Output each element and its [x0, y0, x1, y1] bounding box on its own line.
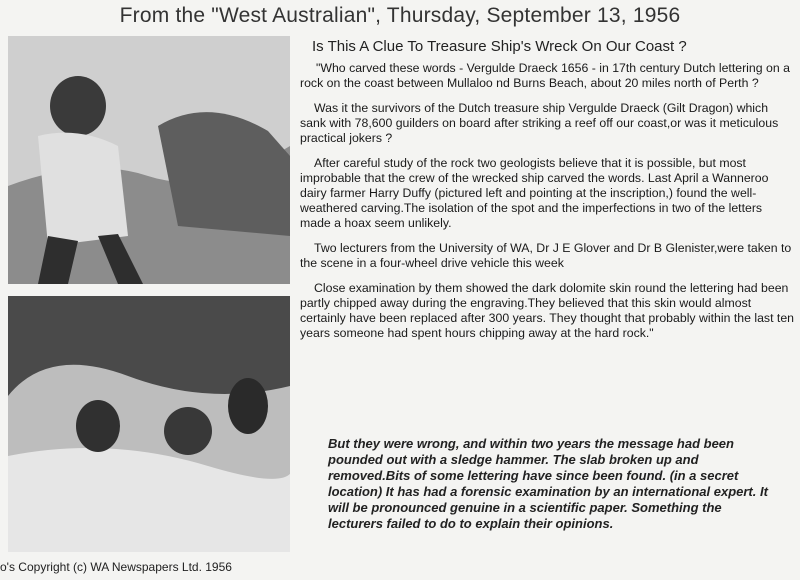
article-paragraph: After careful study of the rock two geologists believe that it is possible, but most improbable that the crew of the wrecked ship carved the words. Last April a Wanneroo dairy farmer Harry Duffy (pictured left and pointing at the inscription,) found the well-weathered carving.The isolation of the spot and the imperfections in two of the letters made a hoax seem unlikely. [300, 156, 769, 230]
article-paragraph: Close examination by them showed the dark dolomite skin round the lettering had been partly chipped away during the engraving.They believed that this skin would almost certainly have been replaced after 300 years. They thought that probably within the last ten years someone had spent hours chipping away at the hard rock." [300, 281, 795, 340]
masthead-title: From the "West Australian", Thursday, September 13, 1956 [119, 4, 681, 27]
closing-commentary: But they were wrong, and within two years the message had been pounded out with a sledge hammer. The slab broken up and removed.Bits of some lettering have since been found. (in a secret location) It has had a forensic examination by an international expert. It will be pronounced genuine in a scientific paper. Something the lecturers failed to do to explain their opinions. [328, 436, 768, 531]
article-headline: Is This A Clue To Treasure Ship's Wreck On Our Coast ? [312, 38, 687, 55]
article-body [300, 38, 796, 351]
article-paragraph: Was it the survivors of the Dutch treasure ship Vergulde Draeck (Gilt Dragon) which sank with 78,600 guilders on board after striking a reef off our coast,or was it meticulous practical jokers ? [300, 101, 779, 145]
copyright-caption: o's Copyright (c) WA Newspapers Ltd. 1956 [0, 560, 232, 574]
photo-geologists-examining [8, 296, 290, 552]
article-paragraph: "Who carved these words - Vergulde Draeck 1656 - in 17th century Dutch lettering on a rock on the coast between Mullaloo nd Burns Beach, about 20 miles north of Perth ? [300, 61, 790, 90]
article-paragraph: Two lecturers from the University of WA, Dr J E Glover and Dr B Glenister,were taken to the scene in a four-wheel drive vehicle this week [300, 241, 792, 270]
photo-farmer-pointing [8, 36, 290, 284]
